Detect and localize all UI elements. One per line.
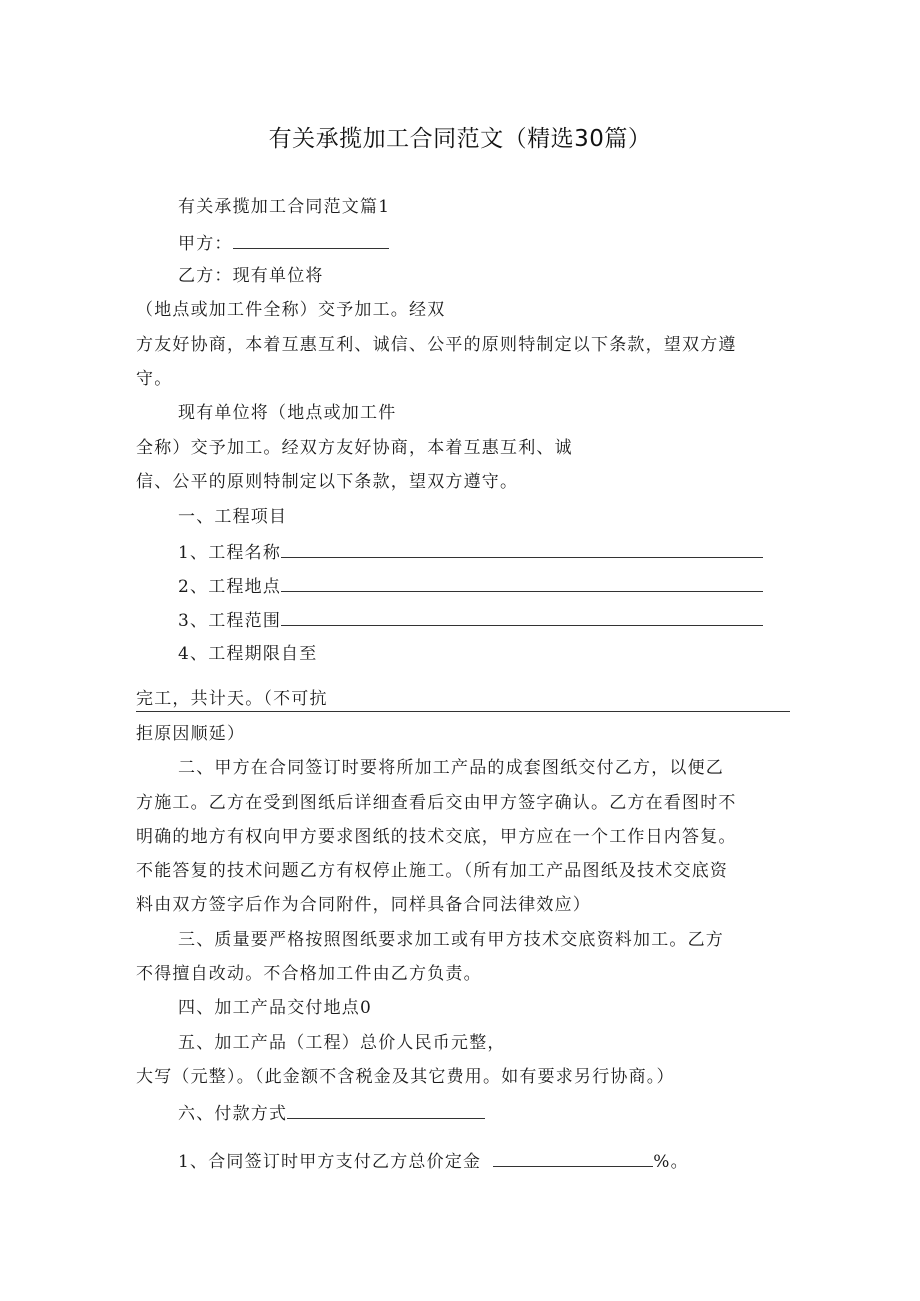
- paragraph-line: 完工，共计天。（不可抗: [136, 689, 328, 709]
- paragraph-line: 信、公平的原则特制定以下条款，望双方遵守。: [136, 472, 519, 492]
- deposit-blank: [493, 1150, 653, 1167]
- section-heading: 有关承揽加工合同范文篇1: [178, 197, 391, 217]
- paragraph-line: 乙方：现有单位将: [178, 266, 324, 286]
- party-a-blank: [233, 232, 389, 249]
- project-location-label: 2、工程地点: [178, 577, 282, 597]
- project-name-label: 1、工程名称: [178, 543, 282, 563]
- document-title: 有关承揽加工合同范文（精选30篇）: [268, 126, 652, 152]
- deposit-label: 1、合同签订时甲方支付乙方总价定金: [178, 1152, 482, 1172]
- payment-method-label: 六、付款方式: [178, 1104, 288, 1124]
- section-heading: 一、工程项目: [178, 507, 288, 527]
- paragraph-line: 现有单位将（地点或加工件: [178, 403, 397, 423]
- divider-line: [136, 711, 790, 712]
- paragraph-line: 二、甲方在合同签订时要将所加工产品的成套图纸交付乙方，以便乙: [178, 758, 724, 778]
- paragraph-line: 明确的地方有权向甲方要求图纸的技术交底，甲方应在一个工作日内答复。: [136, 827, 737, 847]
- project-scope-blank: [281, 609, 763, 626]
- paragraph-line: 五、加工产品（工程）总价人民币元整，: [178, 1033, 506, 1053]
- party-a-line: [178, 232, 389, 254]
- project-scope-label: 3、工程范围: [178, 611, 282, 631]
- project-term-line: 4、工程期限自至: [178, 644, 318, 664]
- payment-method-line: [178, 1102, 485, 1124]
- paragraph-line: 拒原因顺延）: [136, 724, 246, 744]
- paragraph-line: 方友好协商，本着互惠互利、诚信、公平的原则特制定以下条款，望双方遵: [136, 335, 737, 355]
- paragraph-line: 大写（元整）。（此金额不含税金及其它费用。如有要求另行协商。）: [136, 1067, 675, 1087]
- deposit-percent: %。: [653, 1152, 689, 1172]
- project-location-line: [178, 575, 763, 597]
- paragraph-line: 料由双方签字后作为合同附件，同样具备合同法律效应）: [136, 895, 591, 915]
- paragraph-line: 全称）交予加工。经双方友好协商，本着互惠互利、诚: [136, 438, 573, 458]
- paragraph-line: 守。: [136, 369, 173, 389]
- project-location-blank: [281, 575, 763, 592]
- paragraph-line: 三、质量要严格按照图纸要求加工或有甲方技术交底资料加工。乙方: [178, 930, 724, 950]
- party-a-label: 甲方：: [178, 234, 233, 254]
- paragraph-line: 四、加工产品交付地点0: [178, 998, 373, 1018]
- paragraph-line: 不得擅自改动。不合格加工件由乙方负责。: [136, 964, 482, 984]
- payment-method-blank: [287, 1102, 485, 1119]
- paragraph-line: 不能答复的技术问题乙方有权停止施工。（所有加工产品图纸及技术交底资: [136, 861, 729, 881]
- paragraph-line: 方施工。乙方在受到图纸后详细查看后交由甲方签字确认。乙方在看图时不: [136, 793, 737, 813]
- project-scope-line: [178, 609, 763, 631]
- deposit-line: [178, 1150, 689, 1172]
- paragraph-line: （地点或加工件全称）交予加工。经双: [136, 300, 446, 320]
- project-name-blank: [281, 541, 763, 558]
- project-name-line: [178, 541, 763, 563]
